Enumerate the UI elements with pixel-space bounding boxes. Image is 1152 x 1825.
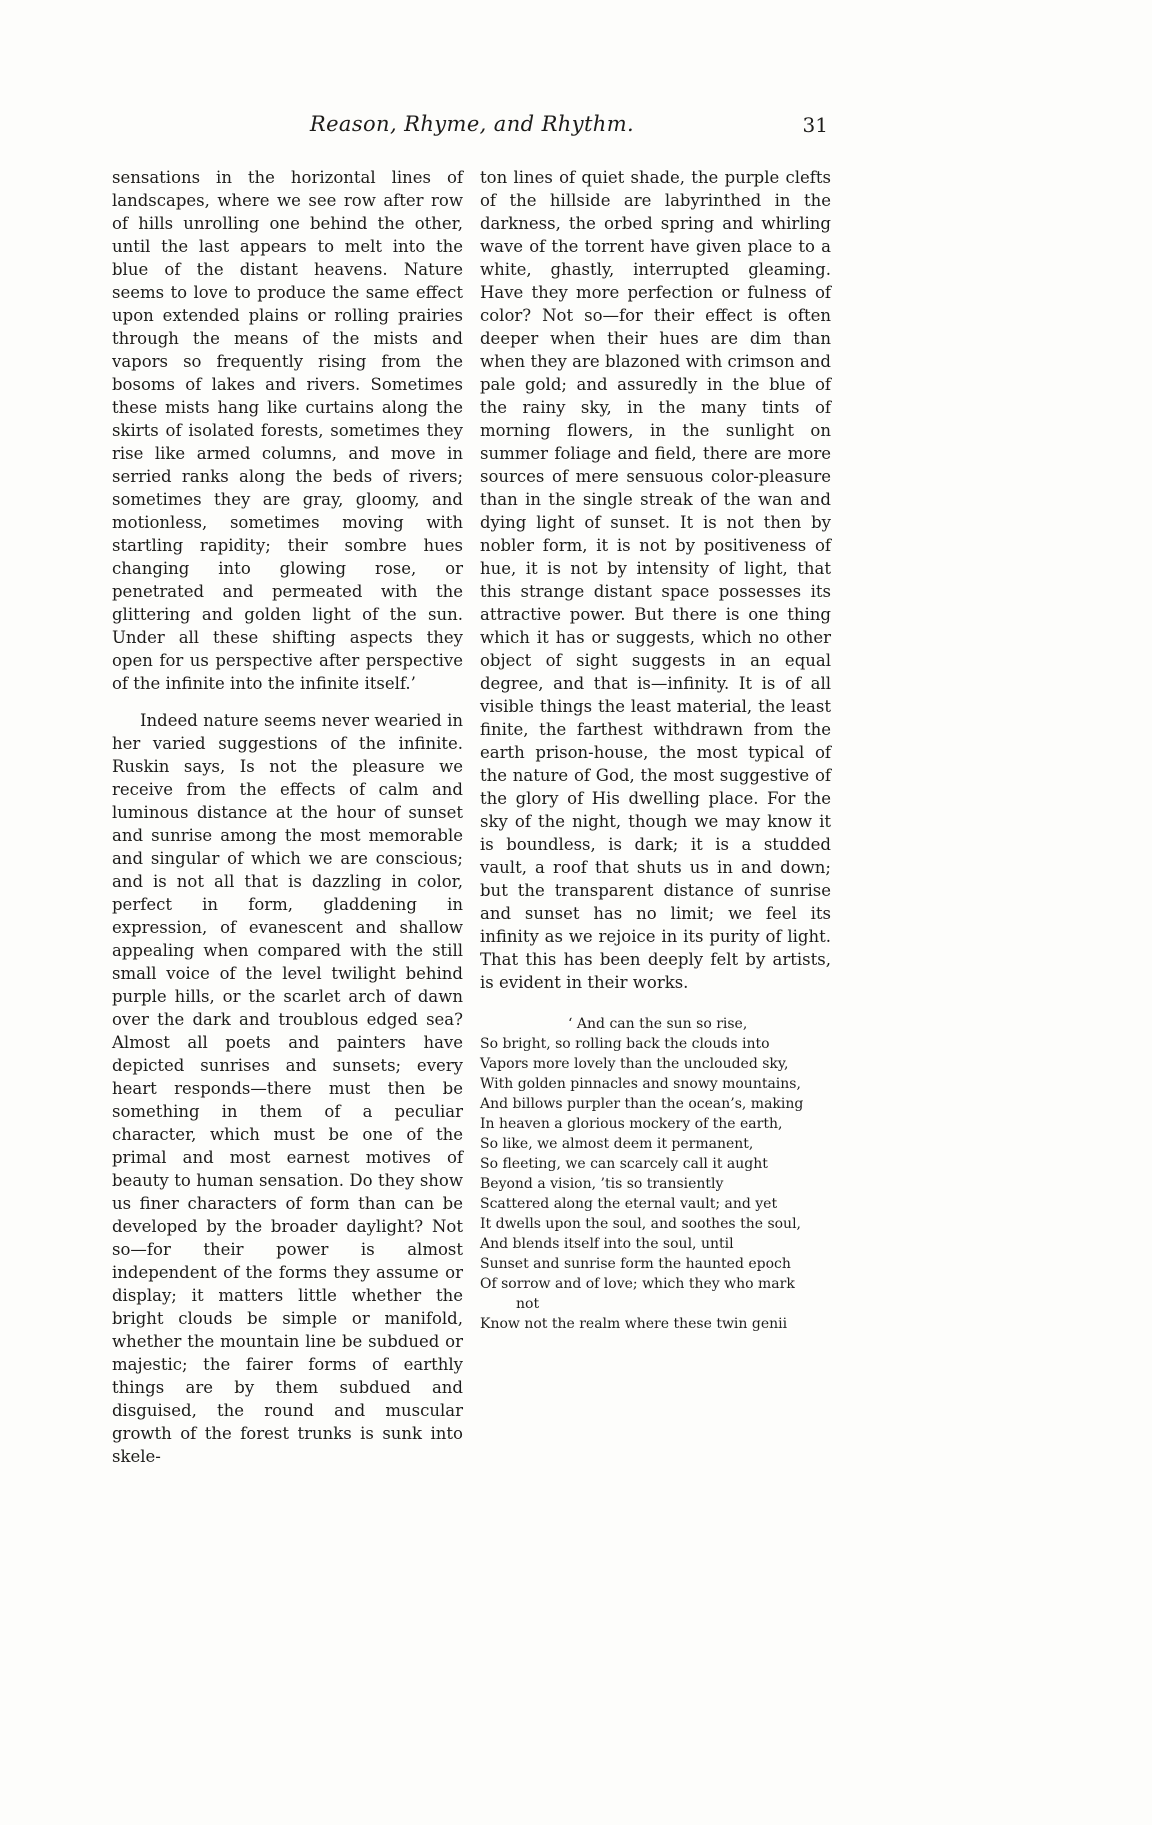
page-content <box>112 112 832 1468</box>
paragraph: Indeed nature seems never wearied in her varied suggestions of the infinite. Ruskin says, Is not the pleasure we receive from the effects of calm and luminous distance at the hour of sunset and sunrise among the most memorable and singular of which we are conscious; and is not all that is dazzling in color, perfect in form, gladdening in expression, of evanescent and shallow appealing when compared with the still small voice of the level twilight behind purple hills, or the scarlet arch of dawn over the dark and troublous edged sea? Almost all poets and painters have depicted sunrises and sunsets; every heart responds—there must then be something in them of a peculiar character, which must be one of the primal and most earnest motives of beauty to human sensation. Do they show us finer characters of form than can be developed by the broader daylight? Not so—for their power is almost independent of the forms they assume or display; it matters little whether the bright clouds be simple or manifold, whether the mountain line be subdued or majestic; the fairer forms of earthly things are by them subdued and disguised, the round and muscular growth of the forest trunks is sunk into skele- <box>112 711 463 1466</box>
poem-line: Beyond a vision, ’tis so transiently <box>480 1176 724 1192</box>
poem-line: It dwells upon the soul, and soothes the soul, <box>480 1216 802 1232</box>
poem <box>480 1014 831 1334</box>
poem-line: ‘ And can the sun so rise, <box>568 1016 748 1032</box>
page-header <box>112 112 832 146</box>
page-number: 31 <box>802 113 828 137</box>
poem-line: Sunset and sunrise form the haunted epoch <box>480 1256 791 1272</box>
poem-line: And billows purpler than the ocean’s, making <box>480 1096 804 1112</box>
poem-line: With golden pinnacles and snowy mountains, <box>480 1076 801 1092</box>
paragraph: sensations in the horizontal lines of landscapes, where we see row after row of hills unrolling one behind the other, until the last appears to melt into the blue of the distant heavens. Nature seems to love to produce the same effect upon extended plains or rolling prairies through the means of the mists and vapors so frequently rising from the bosoms of lakes and rivers. Sometimes these mists hang like curtains along the skirts of isolated forests, sometimes they rise like armed columns, and move in serried ranks along the beds of rivers; sometimes they are gray, gloomy, and motionless, sometimes moving with startling rapidity; their sombre hues changing into glowing rose, or penetrated and permeated with the glittering and golden light of the sun. Under all these shifting aspects they open for us perspective after perspective of the infinite into the infinite itself.’ <box>112 168 463 693</box>
poem-line: And blends itself into the soul, until <box>480 1236 734 1252</box>
left-column <box>112 166 463 1468</box>
poem-line: Know not the realm where these twin genii <box>480 1316 788 1332</box>
poem-line: Vapors more lovely than the unclouded sky, <box>480 1056 789 1072</box>
poem-line: not <box>516 1296 540 1312</box>
paragraph: ton lines of quiet shade, the purple clefts of the hillside are labyrinthed in the darkness, the orbed spring and whirling wave of the torrent have given place to a white, ghastly, interrupted gleaming. Have they more perfection or fulness of color? Not so—for their effect is often deeper when their hues are dim than when they are blazoned with crimson and pale gold; and assuredly in the blue of the rainy sky, in the many tints of morning flowers, in the sunlight on summer foliage and field, there are more sources of mere sensuous color-pleasure than in the single streak of the wan and dying light of sunset. It is not then by nobler form, it is not by positiveness of hue, it is not by intensity of light, that this strange distant space possesses its attractive power. But there is one thing which it has or suggests, which no other object of sight suggests in an equal degree, and that is—infinity. It is of all visible things the least material, the least finite, the farthest withdrawn from the earth prison-house, the most typical of the nature of God, the most suggestive of the glory of His dwelling place. For the sky of the night, though we may know it is boundless, is dark; it is a studded vault, a roof that shuts us in and down; but the transparent distance of sunrise and sunset has no limit; we feel its infinity as we rejoice in its purity of light. That this has been deeply felt by artists, is evident in their works. <box>480 168 831 992</box>
poem-line: Scattered along the eternal vault; and yet <box>480 1196 778 1212</box>
running-title: Reason, Rhyme, and Rhythm. <box>309 112 635 136</box>
text-columns <box>112 166 832 1468</box>
poem-line: Of sorrow and of love; which they who mark <box>480 1276 795 1292</box>
poem-line: In heaven a glorious mockery of the earth, <box>480 1116 783 1132</box>
poem-line: So fleeting, we can scarcely call it aught <box>480 1156 768 1172</box>
right-column <box>480 166 831 1468</box>
poem-line: So bright, so rolling back the clouds into <box>480 1036 770 1052</box>
poem-line: So like, we almost deem it permanent, <box>480 1136 754 1152</box>
